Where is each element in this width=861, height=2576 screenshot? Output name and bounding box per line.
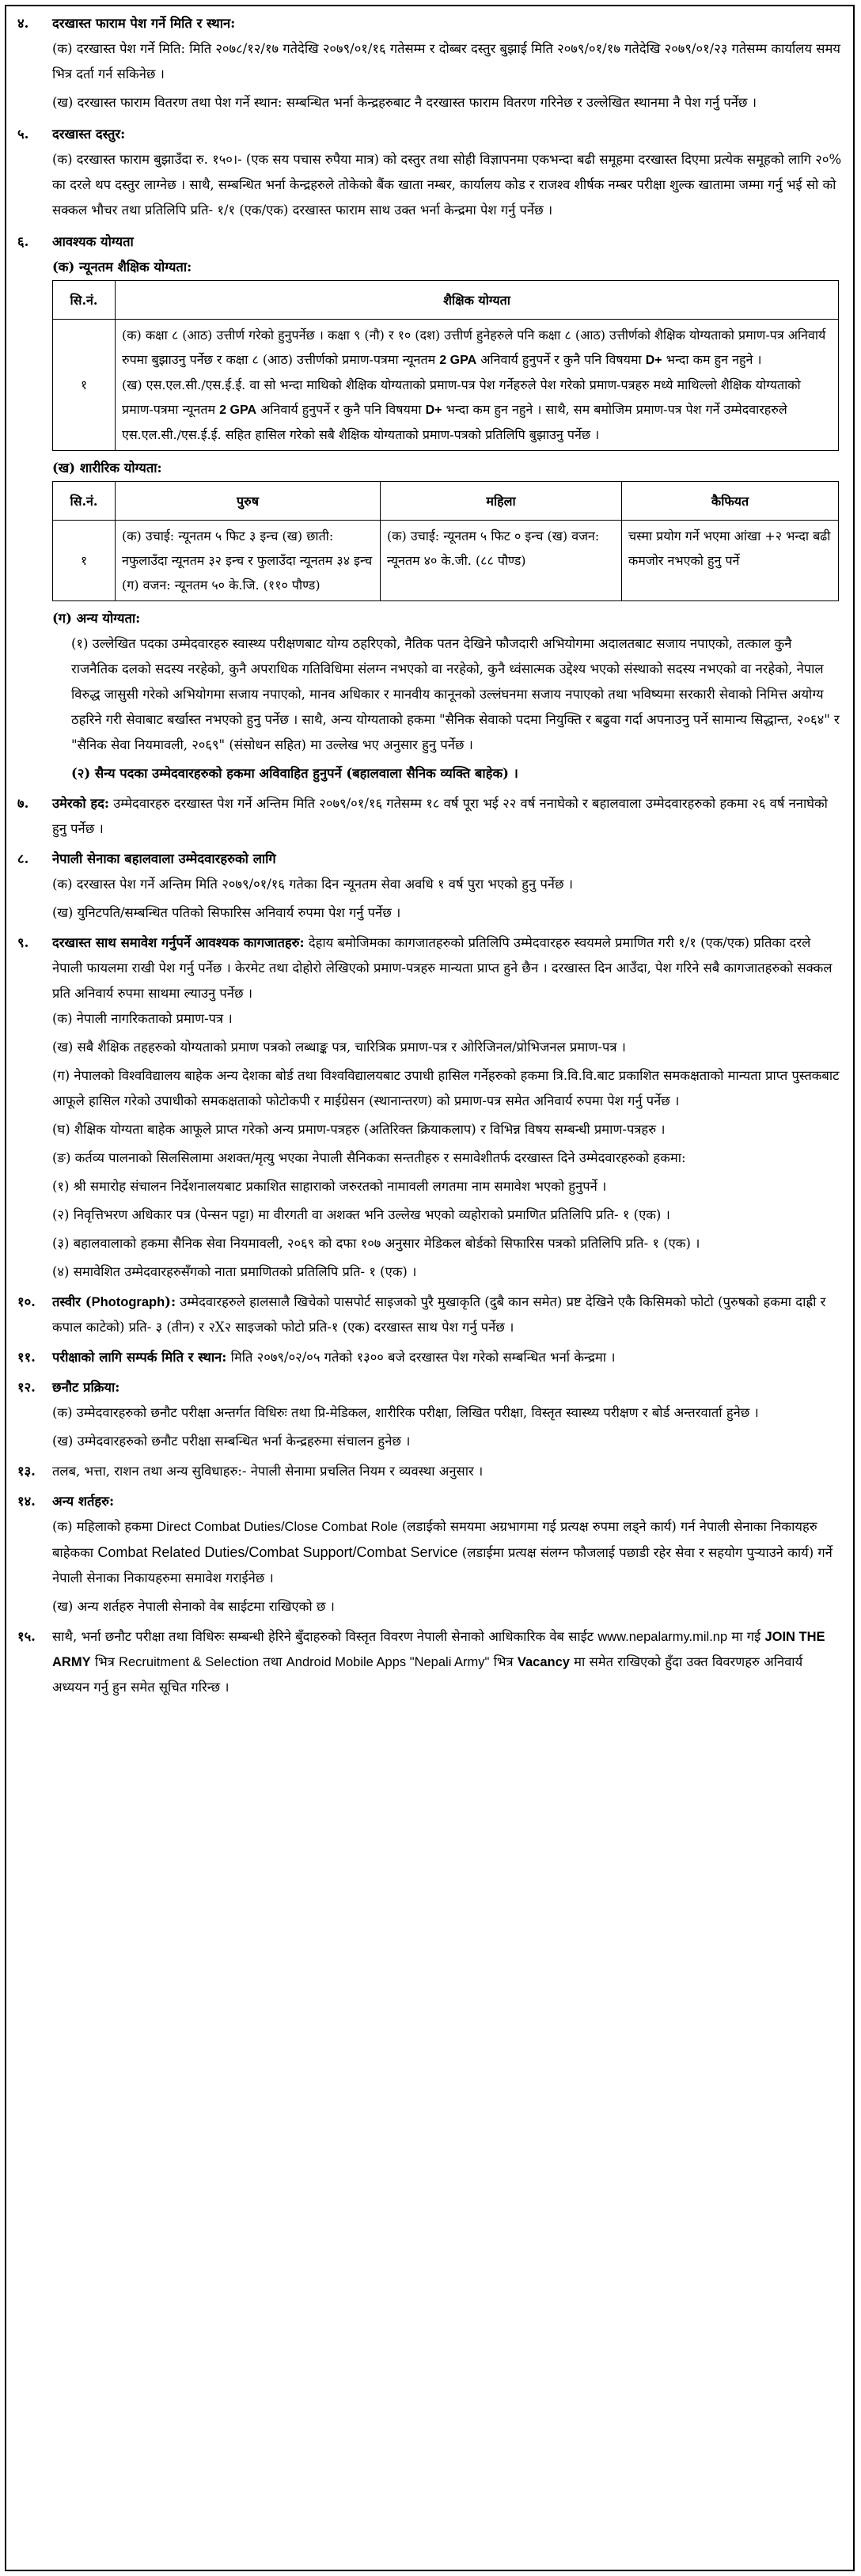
section-number: ५. — [17, 127, 29, 142]
table-cell-sn: १ — [53, 320, 116, 451]
subsection-title: (ख) शारीरिक योग्यता: — [52, 460, 162, 475]
section-title: उमेरको हद: — [52, 796, 109, 811]
clause-kha: (ख) उम्मेदवारहरुको छनौट परीक्षा सम्बन्धित भर्ना केन्द्रहरुमा संचालन हुनेछ । — [52, 1434, 411, 1449]
clause-nga-2: (२) निवृत्तिभरण अधिकार पत्र (पेन्सन पट्टा) मा वीरगती वा अशक्त भनि उल्लेख भएको व्यहोराको प्रमाणित प्रतिलिपि प्रति- १ (एक) । — [52, 1207, 670, 1222]
section-6 — [17, 229, 842, 786]
section-title: दरखास्त साथ समावेश गर्नुपर्ने आवश्यक कागजातहरु: — [52, 935, 305, 950]
section-text: मिति २०७९/०२/०५ गतेको १३०० बजे दरखास्त पेश गरेको सम्बन्धित भर्ना केन्द्रमा । — [226, 1350, 616, 1365]
clause-ka: (क) दरखास्त पेश गर्ने अन्तिम मिति २०७९/०१/१६ गतेका दिन न्यूनतम सेवा अवधि १ वर्ष पुरा भएको हुनु पर्नेछ । — [52, 877, 574, 892]
section-number: १०. — [17, 1294, 36, 1309]
section-text: देहाय बमोजिमका कागजातहरुको प्रतिलिपि उम्मेदवारहरु स्वयमले प्रमाणित गरी १/१ (एक/एक) प्रतिका दरले नेपाली फायलमा राखी पेश गर्नु पर्नेछ । केरमेट तथा दोहोरो लेखिएको प्रमाण-पत्रहरु मान्यता प्राप्त हुने छैन । दरखास्त दिन आउँदा, पेश गरिने सबै कागजातहरुको सक्कल प्रति अनिवार्य रुपमा साथमा ल्याउनु पर्नेछ । — [52, 935, 833, 1001]
clause-ka: (क) उम्मेदवारहरुको छनौट परीक्षा अन्तर्गत विधिरुः तथा प्रि-मेडिकल, शारीरिक परीक्षा, लिखित परीक्षा, विस्तृत स्वास्थ्य परीक्षण र बोर्ड अन्तरवार्ता हुनेछ । — [52, 1405, 759, 1420]
table-header: महिला — [381, 482, 622, 521]
clause-kha: (ख) अन्य शर्तहरु नेपाली सेनाको वेब साईटमा राखिएको छ । — [52, 1599, 335, 1614]
clause-kha: (ख) युनिटपति/सम्बन्धित पतिको सिफारिस अनिवार्य रुपमा पेश गर्नु पर्नेछ । — [52, 905, 401, 920]
table-cell-female: (क) उचाई: न्यूनतम ५ फिट ० इन्च (ख) वजन: न्यूनतम ४० के.जी. (८८ पौण्ड) — [381, 521, 622, 601]
section-8 — [17, 847, 842, 926]
clause-gha: (घ) शैक्षिक योग्यता बाहेक आफूले प्राप्त गरेको अन्य प्रमाण-पत्रहरु (अतिरिक्त क्रियाकलाप) र विभिन्न विषय सम्बन्धी प्रमाण-पत्रहरु । — [52, 1122, 666, 1137]
section-number: ९. — [17, 935, 29, 950]
section-number: १४. — [17, 1494, 36, 1509]
website-link[interactable]: www.nepalarmy.mil.np — [597, 1630, 728, 1644]
section-text: तस्वीर (Photograph): उम्मेदवारहरुले हालसालै खिचेको पासपोर्ट साइजको पुरै मुखाकृति (दुबै कान समेत) प्रष्ट देखिने एकै किसिमको फोटो (पुरुषको हकमा दाह्री र कपाल काटेको) प्रति- ३ (तीन) र २X२ साइजको फोटो प्रति-१ (एक) दरखास्त साथ पेश गर्नु पर्नेछ । — [52, 1294, 826, 1335]
clause-ka: (क) दरखास्त फाराम बुझाउँदा रु. १५०।- (एक सय पचास रुपैया मात्र) को दस्तुर तथा सोही विज्ञापनमा एकभन्दा बढी समूहमा दरखास्त दिएमा प्रत्येक समूहको लागि २०% का दरले थप दस्तुर लाग्नेछ । साथै, सम्बन्धित भर्ना केन्द्रहरुले तोकेको बैंक खाता नम्बर, कार्यालय कोड र राजश्व शीर्षक नम्बर परीक्षा शुल्क खातामा जम्मा गर्नु भई सो को सक्कल भौचर तथा प्रतिलिपि प्रति- १/१ (एक/एक) दरखास्त फाराम साथ उक्त भर्ना केन्द्रमा पेश गर्नु पर्नेछ । — [52, 152, 842, 218]
section-number: ४. — [17, 16, 29, 31]
section-7 — [17, 791, 842, 842]
clause-ka: (क) महिलाको हकमा Direct Combat Duties/Close Combat Role (लडाईको समयमा अग्रभागमा गई प्रत्यक्ष रुपमा लड्ने कार्य) गर्न नेपाली सेनाका निकायहरु बाहेकका Combat Related Duties/Combat Support/Combat Service (लडाईमा प्रत्यक्ष संलग्न फौजलाई पछाडी रहेर सेवा र सहयोग पुऱ्याउने कार्य) गर्ने नेपाली सेनाका निकायहरुमा समावेश गराईनेछ । — [52, 1519, 833, 1585]
section-14 — [17, 1489, 842, 1619]
section-15 — [17, 1624, 842, 1700]
education-table — [52, 280, 839, 451]
table-header: शैक्षिक योग्यता — [116, 281, 839, 320]
section-10 — [17, 1290, 842, 1340]
section-title: दरखास्त दस्तुर: — [52, 127, 126, 142]
section-number: १३. — [17, 1464, 36, 1479]
section-text: साथै, भर्ना छनौट परीक्षा तथा विधिरुः सम्बन्धी हेरिने बुँदाहरुको विस्तृत विवरण नेपाली सेनाको आधिकारिक वेब साईट www.nepalarmy.mil.np मा गई JOIN THE ARMY भित्र Recruitment & Selection तथा Android Mobile Apps "Nepali Army" भित्र Vacancy मा समेत राखिएको हुँदा उक्त विवरणहरु अनिवार्य अध्ययन गर्नु हुन समेत सूचित गरिन्छ । — [52, 1629, 825, 1695]
table-header: सि.नं. — [53, 482, 116, 521]
clause-ga-1: (१) उल्लेखित पदका उम्मेदवारहरु स्वास्थ्य परीक्षणबाट योग्य ठहरिएको, नैतिक पतन देखिने फौजदारी अभियोगमा अदालतबाट सजाय नपाएको, तत्काल कुनै राजनैतिक दलको सदस्य नरहेको, कुनै अपराधिक गतिविधिमा संलग्न नभएको वा नरहेको, कुनै ध्वंसात्मक उद्देश्य भएको संस्थाको सदस्य नभएको वा नरहेको, नेपाल विरुद्ध जासुसी गरेको अभियोगमा सजाय नपाएको, मानव अधिकार र मानवीय कानूनको उल्लंघनमा सजाय नपाएको तथा भविष्यमा सरकारी सेवाको निमित्त अयोग्य ठहरिने गरी सेवाबाट बर्खास्त नभएको हुनु पर्नेछ । साथै, अन्य योग्यताको हकमा "सैनिक सेवाको पदमा नियुक्ति र बढुवा गर्दा अपनाउनु पर्ने सामान्य सिद्धान्त, २०६४" र "सैनिक सेवा नियमावली, २०६९" (संसोधन सहित) मा उल्लेख भए अनुसार हुनु पर्नेछ । — [71, 636, 840, 752]
notice-document — [5, 5, 855, 2571]
table-cell-remark: चस्मा प्रयोग गर्ने भएमा आंखा +२ भन्दा बढी कमजोर नभएको हुनु पर्ने — [622, 521, 839, 601]
section-text: उम्मेदवारहरु दरखास्त पेश गर्ने अन्तिम मिति २०७९/०१/१६ गतेसम्म १८ वर्ष पूरा भई २२ वर्ष ननाघेको र बहालवाला उम्मेदवारहरुको हकमा २६ वर्ष ननाघेको हुनु पर्नेछ । — [52, 796, 828, 836]
section-number: ६. — [17, 234, 29, 249]
clause-nga: (ङ) कर्तव्य पालनाको सिलसिलामा अशक्त/मृत्यु भएका नेपाली सैनिकका सन्ततीहरु र समावेशीतर्फ दरखास्त दिने उम्मेदवारहरुको हकमा: — [52, 1150, 686, 1165]
physical-table — [52, 481, 839, 601]
clause-ga-2: (२) सैन्य पदका उम्मेदवारहरुको हकमा अविवाहित हुनुपर्ने (बहालवाला सैनिक व्यक्ति बाहेक) । — [71, 766, 518, 781]
subsection-title: (क) न्यूनतम शैक्षिक योग्यता: — [52, 259, 192, 275]
education-clause-ka: (क) कक्षा ८ (आठ) उत्तीर्ण गरेको हुनुपर्नेछ । कक्षा ९ (नौ) र १० (दश) उत्तीर्ण हुनेहरुले पनि कक्षा ८ (आठ) उत्तीर्णको शैक्षिक योग्यताको प्रमाण-पत्र अनिवार्य रुपमा बुझाउनु पर्नेछ र कक्षा ८ (आठ) उत्तीर्णको प्रमाण-पत्रमा न्यूनतम 2 GPA अनिवार्य हुनुपर्ने र कुनै पनि विषयमा D+ भन्दा कम हुन नहुने । — [122, 328, 826, 367]
section-title: छनौट प्रक्रिया: — [52, 1380, 120, 1395]
section-title: नेपाली सेनाका बहालवाला उम्मेदवारहरुको लागि — [52, 851, 276, 866]
section-number: १२. — [17, 1380, 36, 1395]
section-text: तलब, भत्ता, राशन तथा अन्य सुविधाहरु:- नेपाली सेनामा प्रचलित नियम र व्यवस्था अनुसार । — [52, 1464, 484, 1479]
clause-kha: (ख) सबै शैक्षिक तहहरुको योग्यताको प्रमाण पत्रको लब्धाङ्क पत्र, चारित्रिक प्रमाण-पत्र र ओरिजिनल/प्रोभिजनल प्रमाण-पत्र । — [52, 1040, 626, 1055]
section-title: दरखास्त फाराम पेश गर्ने मिति र स्थान: — [52, 16, 236, 31]
table-cell-sn: १ — [53, 521, 116, 601]
section-title: आवश्यक योग्यता — [52, 234, 134, 249]
clause-ga: (ग) नेपालको विश्वविद्यालय बाहेक अन्य देशका बोर्ड तथा विश्वविद्यालयबाट उपाधी हासिल गर्नेहरुको हकमा त्रि.वि.वि.बाट प्रकाशित समकक्षताको मान्यता प्राप्त पुस्तकबाट आफूले हासिल गरेको उपाधीको समकक्षताको फोटोकपी र माईग्रेसन (स्थानान्तरण) को प्रमाण-पत्र समेत अनिवार्य रुपमा पेश गर्नु पर्नेछ । — [52, 1068, 840, 1108]
section-number: ११. — [17, 1350, 36, 1365]
table-header: सि.नं. — [53, 281, 116, 320]
table-header: पुरुष — [116, 482, 381, 521]
clause-ka: (क) नेपाली नागरिकताको प्रमाण-पत्र । — [52, 1011, 233, 1026]
education-clause-kha: (ख) एस.एल.सी./एस.ई.ई. वा सो भन्दा माथिको शैक्षिक योग्यताको प्रमाण-पत्र पेश गर्नेहरुले पेश गरेको प्रमाण-पत्रहरु मध्ये माथिल्लो शैक्षिक योग्यताको प्रमाण-पत्रमा न्यूनतम 2 GPA अनिवार्य हुनुपर्ने र कुनै पनि विषयमा D+ भन्दा कम हुन नहुने । साथै, सम बमोजिम प्रमाण-पत्र पेश गर्ने उम्मेदवारहरुले एस.एल.सी./एस.ई.ई. सहित हासिल गरेको सबै शैक्षिक योग्यताको प्रमाण-पत्रको प्रतिलिपि बुझाउनु पर्नेछ । — [122, 377, 801, 442]
section-4 — [17, 11, 842, 116]
clause-ka: (क) दरखास्त पेश गर्ने मिति: मिति २०७८/१२/१७ गतेदेखि २०७९/०१/१६ गतेसम्म र दोब्बर दस्तुर बुझाई मिति २०७९/०१/१७ गतेदेखि २०७९/०१/२३ गतेसम्म कार्यालय समय भित्र दर्ता गर्न सकिनेछ । — [52, 41, 840, 81]
section-11 — [17, 1345, 842, 1370]
clause-nga-3: (३) बहालवालाको हकमा सैनिक सेवा नियमावली, २०६९ को दफा १०७ अनुसार मेडिकल बोर्डको सिफारिस पत्रको प्रतिलिपि प्रति- १ (एक) । — [52, 1236, 700, 1251]
section-title: परीक्षाको लागि सम्पर्क मिति र स्थान: — [52, 1350, 227, 1365]
clause-nga-4: (४) समावेशित उम्मेदवारहरुसँगको नाता प्रमाणितको प्रतिलिपि प्रति- १ (एक) । — [52, 1264, 417, 1279]
table-cell-male: (क) उचाई: न्यूनतम ५ फिट ३ इन्च (ख) छाती: नफुलाउँदा न्यूनतम ३२ इन्च र फुलाउँदा न्यूनतम ३४ इन्च (ग) वजन: न्यूनतम ५० के.जि. (११० पौण्ड) — [116, 521, 381, 601]
clause-kha: (ख) दरखास्त फाराम वितरण तथा पेश गर्ने स्थान: सम्बन्धित भर्ना केन्द्रहरुबाट नै दरखास्त फाराम वितरण गरिनेछ र उल्लेखित स्थानमा नै पेश गर्नु पर्नेछ । — [52, 95, 757, 110]
section-number: १५. — [17, 1629, 36, 1644]
table-cell-education — [116, 320, 839, 451]
section-5 — [17, 122, 842, 223]
subsection-title: (ग) अन्य योग्यता: — [52, 611, 141, 626]
section-number: ७. — [17, 796, 29, 811]
section-13 — [17, 1459, 842, 1484]
section-12 — [17, 1375, 842, 1454]
section-9 — [17, 930, 842, 1285]
table-header: कैफियत — [622, 482, 839, 521]
section-number: ८. — [17, 851, 29, 866]
clause-nga-1: (१) श्री समारोह संचालन निर्देशनालयबाट प्रकाशित साहाराको जरुरतको नामावली लगतमा नाम समावेश भएको हुनुपर्ने । — [52, 1179, 607, 1194]
section-title: अन्य शर्तहरु: — [52, 1494, 115, 1509]
